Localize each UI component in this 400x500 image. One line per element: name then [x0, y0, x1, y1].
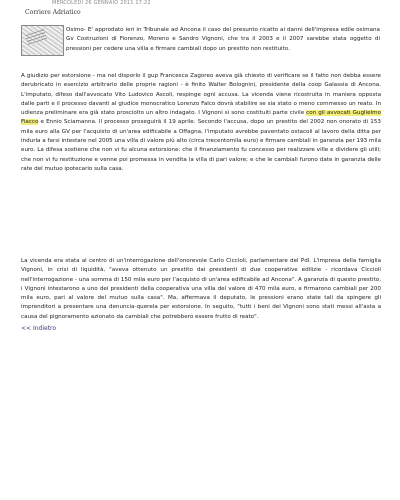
date-line: MERCOLEDÌ 26 GENNAIO 2011 17:22 — [52, 0, 151, 6]
paragraph-2-text-start: A giudizio per estorsione - ma nel disporlo il gup Francesca Zagoreo aveva già chiesto di verificare se il fatto non debba essere derubricato in esercizio arbitrario delle proprie ragioni - è finito Walter Bolognini, presidente della coop Galassia di Ancona. L'imputato, difeso dall'avvocato Vito Ludovico Ascoli, respinge ogni accusa. La vicenda viene ricostruita in maniera opposta dalle parti e il processo davanti al giudice monocratico Lorenzo Falco dovrà stabilire se sia stato o meno commesso un reato. In udienza preliminare era già stato prosciolto un altro indagato. I Vignoni si sono costituiti parte civile — [21, 73, 381, 117]
article-paragraph-2 — [21, 72, 381, 174]
article-paragraph-3: La vicenda era stata al centro di un'interrogazione dell'onorevole Carlo Ciccioli, parlamentare del Pdl. L'impresa della famiglia Vignoni, in crisi di liquidità, "aveva ottenuto un prestito dai presidenti di due cooperative edilizie - ricordava Ciccioli nell'interrogazione - una somma di 150 mila euro per l'acquisto di un'area edificabile ad Ancona". A garanzia di questo prestito, i Vignoni intestarono a uno dei presidenti della cooperativa una villa del valore di 470 mila euro, e firmarono cambiali per 200 mila euro, pari al valore del mutuo sulla casa". Ma, affermava il deputato, le pressioni erano state tali da spingere gli imprenditori a presentare una denuncia-querela per estorsione. In seguito, "tutti i beni dei Vignoni sono stati messi all'asta a causa del pignoramento azionato da cambiali che potrebbero essere frutto di reato". — [21, 258, 381, 320]
newspaper-thumbnail-image — [21, 25, 64, 56]
highlighted-text: con gli avvocati Guglielmo Fiacco — [21, 110, 381, 126]
paragraph-2-text-end: e Ennio Sciamanna. Il processo proseguirà il 19 aprile. Secondo l'accusa, dopo un prestito del 2002 non onorato di 153 mila euro alla GV per l'acquisto di un'area edificabile a Offagna, l'imputato avrebbe paventato ostacoli al lavoro della ditta per indurla a farsi intestare nel 2005 una villa di valore più alto (circa trecentomila euro) e firmare cambiali in garanzia per 193 mila euro. La difesa sostiene che non vi fu alcuna estorsione: che il finanziamento fu concesso per realizzare ville e dividere gli utili; che non vi fu restituzione e venne poi promessa in vendita la villa di pari valore; e che le cambiali furono date in garanzia delle rate del mutuo ipotecario sulla casa. — [21, 119, 381, 172]
back-link[interactable]: << Indietro — [21, 325, 57, 332]
newspaper-source: Corriere Adriatico — [25, 9, 81, 16]
article-lead-paragraph: Osimo- E' approdato ieri in Tribunale ad Ancona il caso del presunto ricatto ai danni dell'impresa edile osimana Gv Costruzioni di Fiorenzo, Moreno e Sandro Vignoni, che tra il 2003 e il 2007 sarebbe stata oggetto di pressioni per cedere una villa e firmare cambiali dopo un prestito non restituito. — [66, 27, 380, 52]
